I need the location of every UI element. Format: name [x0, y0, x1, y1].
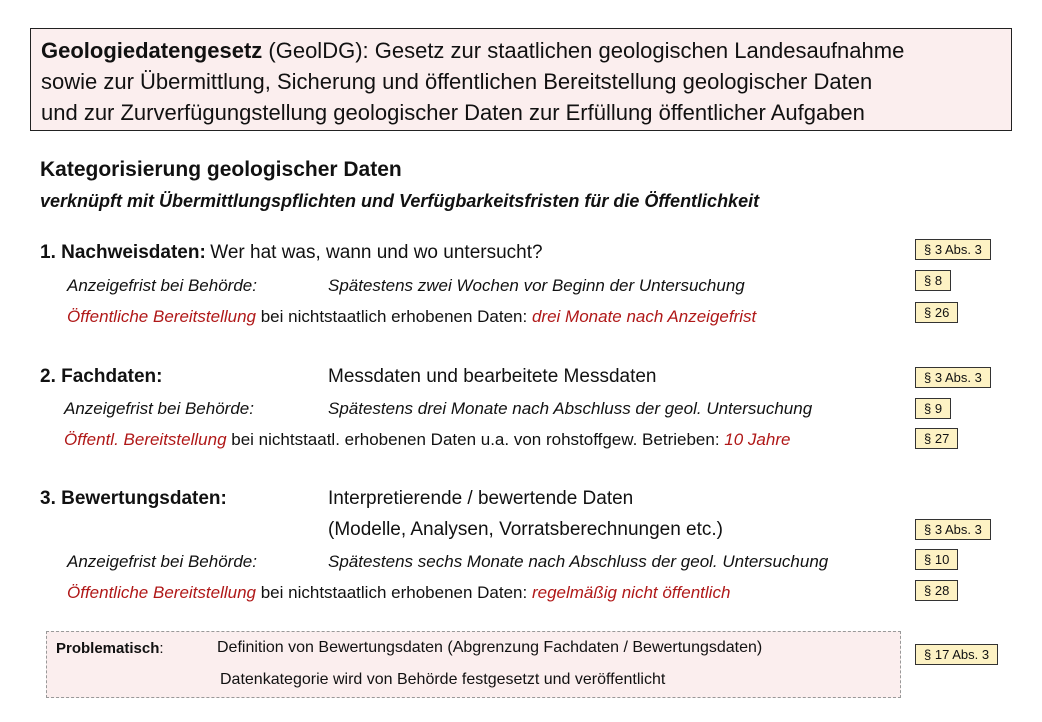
- section-3-publication-middle: bei nichtstaatlich erhobenen Daten:: [256, 583, 532, 602]
- section-2-publication-line: [64, 430, 790, 450]
- section-3-notice-reference-badge: § 10: [915, 549, 958, 570]
- section-2-notice-label: Anzeigefrist bei Behörde:: [64, 399, 254, 418]
- law-title-line-2: sowie zur Übermittlung, Sicherung und öffentlichen Bereitstellung geologischer Daten: [41, 69, 873, 94]
- section-1-heading: [40, 242, 543, 264]
- section-3-publication-label: Öffentliche Bereitstellung: [67, 583, 256, 602]
- problem-label-wrap: [56, 640, 164, 657]
- section-3-publication-value: regelmäßig nicht öffentlich: [531, 583, 731, 602]
- section-1-reference-badge: § 3 Abs. 3: [915, 239, 991, 260]
- section-3-publication-reference-badge: § 28: [915, 580, 958, 601]
- section-2-number: 2. Fachdaten:: [40, 366, 163, 387]
- problem-colon: :: [159, 640, 164, 657]
- section-3-description: Interpretierende / bewertende Daten: [328, 488, 634, 509]
- section-1-number: 1. Nachweisdaten:: [40, 242, 206, 263]
- section-3-notice-value: Spätestens sechs Monate nach Abschluss der geol. Untersuchung: [328, 552, 829, 571]
- section-2-notice-value: Spätestens drei Monate nach Abschluss der geol. Untersuchung: [328, 399, 813, 418]
- section-2-reference-badge: § 3 Abs. 3: [915, 367, 991, 388]
- categorization-subtitle: verknüpft mit Übermittlungspflichten und Verfügbarkeitsfristen für die Öffentlichkeit: [40, 191, 760, 211]
- section-1-publication-middle: bei nichtstaatlich erhobenen Daten:: [256, 307, 532, 326]
- problem-box: [46, 631, 901, 698]
- section-2-publication-middle: bei nichtstaatl. erhobenen Daten u.a. von rohstoffgew. Betrieben:: [226, 430, 725, 449]
- section-1-notice-reference-badge: § 8: [915, 270, 951, 291]
- section-1-notice-value: Spätestens zwei Wochen vor Beginn der Untersuchung: [328, 276, 745, 295]
- problem-reference-badge: § 17 Abs. 3: [915, 644, 998, 665]
- law-title-box: [30, 28, 1012, 131]
- section-1-publication-value: drei Monate nach Anzeigefrist: [531, 307, 757, 326]
- problem-line-1: Definition von Bewertungsdaten (Abgrenzung Fachdaten / Bewertungsdaten): [217, 639, 763, 656]
- section-1-publication-reference-badge: § 26: [915, 302, 958, 323]
- section-1-notice-label: Anzeigefrist bei Behörde:: [67, 276, 257, 295]
- law-title-line-3: und zur Zurverfügungstellung geologischer Daten zur Erfüllung öffentlicher Aufgaben: [41, 100, 865, 125]
- section-2-publication-reference-badge: § 27: [915, 428, 958, 449]
- section-2-publication-label: Öffentl. Bereitstellung: [64, 430, 227, 449]
- categorization-title: Kategorisierung geologischer Daten: [40, 158, 402, 181]
- section-3-description-examples: (Modelle, Analysen, Vorratsberechnungen etc.): [328, 519, 724, 540]
- section-1-publication-line: [67, 307, 756, 327]
- law-name: Geologiedatengesetz: [41, 38, 263, 63]
- section-2-description: Messdaten und bearbeitete Messdaten: [328, 366, 657, 387]
- section-2-publication-value: 10 Jahre: [724, 430, 791, 449]
- law-title-line-1-rest: (GeolDG): Gesetz zur staatlichen geologischen Landesaufnahme: [262, 38, 905, 63]
- section-3-publication-line: [67, 583, 730, 603]
- section-3-number: 3. Bewertungsdaten:: [40, 488, 227, 509]
- section-3-reference-badge: § 3 Abs. 3: [915, 519, 991, 540]
- section-3-notice-label: Anzeigefrist bei Behörde:: [67, 552, 257, 571]
- law-title-line-1: [41, 35, 1001, 66]
- problem-label: Problematisch: [56, 640, 160, 657]
- section-2-notice-reference-badge: § 9: [915, 398, 951, 419]
- problem-line-2: Datenkategorie wird von Behörde festgesetzt und veröffentlicht: [220, 671, 666, 688]
- section-1-description: Wer hat was, wann und wo untersucht?: [210, 242, 543, 263]
- section-1-publication-label: Öffentliche Bereitstellung: [67, 307, 256, 326]
